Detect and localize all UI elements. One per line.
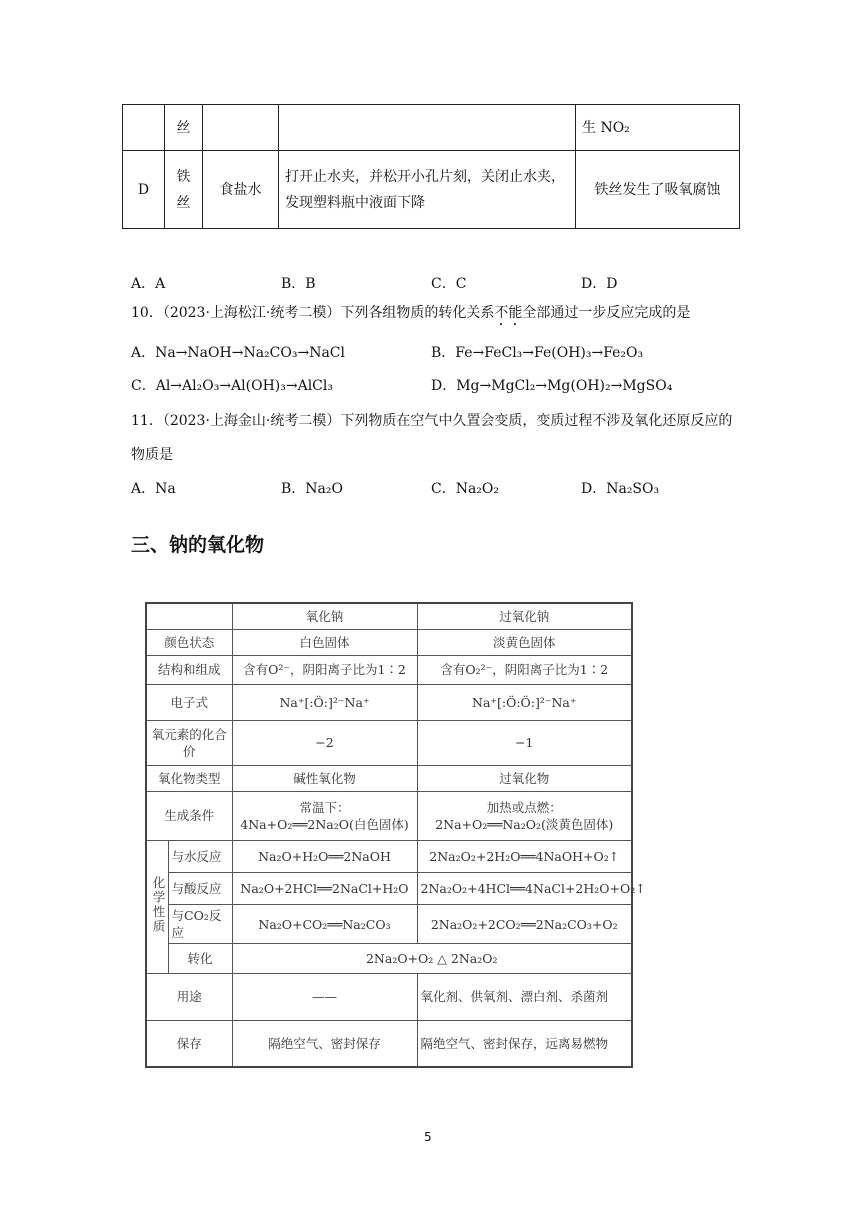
gen-condition: 加热或点燃：: [486, 799, 562, 815]
row-label: 生成条件: [146, 791, 232, 840]
experiment-table: [122, 104, 740, 229]
row-label: 电子式: [146, 684, 232, 720]
q11-option-c: C．Na₂O₂: [431, 481, 500, 497]
q11-option-a: A．Na: [131, 481, 176, 497]
table-cell: Na⁺[:Ö:]²⁻Na⁺: [232, 684, 417, 720]
table-cell: 2Na₂O₂+2CO₂══2Na₂CO₃+O₂: [417, 905, 632, 943]
table-cell: [417, 791, 632, 840]
section-title: 三、钠的氧化物: [131, 534, 265, 556]
table-cell: Na₂O+H₂O══2NaOH: [232, 840, 417, 872]
table-cell: 白色固体: [232, 629, 417, 655]
row-label: 结构和组成: [146, 656, 232, 684]
q9-option-c: C．C: [431, 276, 467, 292]
table-cell: 隔绝空气、密封保存: [232, 1020, 417, 1067]
header-na2o: 氧化钠: [232, 603, 417, 629]
q9-option-b: B．B: [281, 276, 316, 292]
table-cell: 隔绝空气、密封保存，远离易燃物: [417, 1020, 632, 1067]
row-label: 保存: [146, 1020, 232, 1067]
table-cell: 铁丝发生了吸氧腐蚀: [576, 151, 740, 229]
q10-option-d: D．Mg→MgCl₂→Mg(OH)₂→MgSO₄: [431, 378, 673, 394]
q10-option-a: A．Na→NaOH→Na₂CO₃→NaCl: [131, 345, 345, 361]
gen-condition: 常温下：: [299, 799, 350, 815]
row-label: 氧化物类型: [146, 765, 232, 791]
table-cell: 丝: [165, 105, 203, 151]
table-cell: −2: [232, 720, 417, 765]
q10-stem-emphasis: 不能: [494, 305, 523, 321]
q10-stem-post: 全部通过一步反应完成的是: [522, 305, 691, 321]
row-label: 与CO₂反应: [168, 905, 232, 943]
gen-equation: 4Na+O₂══2Na₂O(白色固体): [240, 816, 409, 832]
table-cell: [203, 105, 279, 151]
page-number: 5: [424, 1130, 432, 1144]
chem-prop-label: 化学性质: [146, 840, 168, 974]
table-cell: 氧化剂、供氧剂、漂白剂、杀菌剂: [417, 974, 632, 1021]
q11-option-b: B．Na₂O: [281, 481, 343, 497]
table-cell: 过氧化物: [417, 765, 632, 791]
table-cell: Na⁺[:Ö:Ö:]²⁻Na⁺: [417, 684, 632, 720]
table-cell: 铁丝: [165, 151, 203, 229]
row-label: 转化: [168, 943, 232, 973]
row-label: 颜色状态: [146, 629, 232, 655]
q11-stem: 11．（2023·上海金山·统考二模）下列物质在空气中久置会变质，变质过程不涉及氧化还原反应的物质是: [131, 413, 733, 463]
table-cell: 含有O₂²⁻，阴阳离子比为1∶2: [417, 656, 632, 684]
table-cell: Na₂O+CO₂══Na₂CO₃: [232, 905, 417, 943]
q9-option-d: D．D: [581, 276, 618, 292]
q9-option-a: A．A: [131, 276, 166, 292]
table-cell: [123, 105, 165, 151]
header-na2o2: 过氧化钠: [417, 603, 632, 629]
table-cell: ——: [232, 974, 417, 1021]
table-cell: 2Na₂O₂+2H₂O══4NaOH+O₂↑: [417, 840, 632, 872]
table-cell: 打开止水夹，并松开小孔片刻，关闭止水夹，发现塑料瓶中液面下降: [279, 151, 576, 229]
table-cell: −1: [417, 720, 632, 765]
q10-option-c: C．Al→Al₂O₃→Al(OH)₃→AlCl₃: [131, 378, 333, 394]
table-cell: 2Na₂O₂+4HCl══4NaCl+2H₂O+O₂↑: [417, 872, 632, 904]
table-cell: [232, 791, 417, 840]
row-label: 与酸反应: [168, 872, 232, 904]
row-label: 与水反应: [168, 840, 232, 872]
q10-stem: [131, 300, 741, 329]
table-cell: D: [123, 151, 165, 229]
table-cell: 碱性氧化物: [232, 765, 417, 791]
table-cell: [146, 603, 232, 629]
gen-equation: 2Na+O₂══Na₂O₂(淡黄色固体): [435, 816, 614, 832]
sodium-oxide-table: [145, 602, 646, 1068]
table-cell: 淡黄色固体: [417, 629, 632, 655]
q10-stem-pre: 10．（2023·上海松江·统考二模）下列各组物质的转化关系: [131, 305, 495, 321]
table-cell: 食盐水: [203, 151, 279, 229]
table-cell: 含有O²⁻，阴阳离子比为1∶2: [232, 656, 417, 684]
table-cell: 生 NO₂: [576, 105, 740, 151]
row-label: 用途: [146, 974, 232, 1021]
row-label: 氧元素的化合价: [146, 720, 232, 765]
table-cell: [279, 105, 576, 151]
q11-option-d: D．Na₂SO₃: [581, 481, 660, 497]
table-cell: Na₂O+2HCl══2NaCl+H₂O: [232, 872, 417, 904]
table-cell: 2Na₂O+O₂ △ 2Na₂O₂: [232, 943, 632, 973]
q10-option-b: B．Fe→FeCl₃→Fe(OH)₃→Fe₂O₃: [431, 345, 644, 361]
